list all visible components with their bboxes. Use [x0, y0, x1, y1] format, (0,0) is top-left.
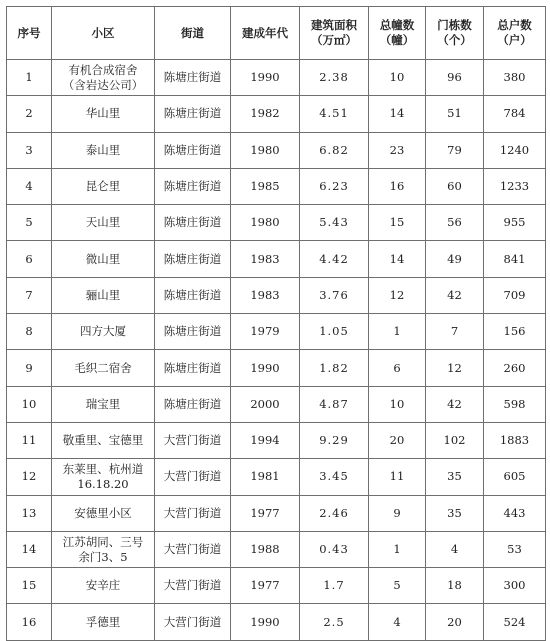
cell-community	[52, 350, 155, 386]
cell-buildings: 12	[369, 277, 426, 313]
table-row	[7, 531, 546, 567]
cell-community	[52, 422, 155, 458]
cell-community	[52, 168, 155, 204]
table-row	[7, 96, 546, 132]
cell-year: 1990	[231, 350, 300, 386]
cell-households: 1240	[484, 132, 546, 168]
cell-community	[52, 459, 155, 495]
cell-street: 陈塘庄街道	[155, 168, 231, 204]
community-name: 四方大厦	[80, 324, 126, 339]
cell-households: 1883	[484, 422, 546, 458]
cell-doors: 79	[426, 132, 484, 168]
cell-doors: 7	[426, 314, 484, 350]
cell-area: 1.82	[300, 350, 369, 386]
community-name: 瑞宝里	[85, 396, 121, 411]
cell-households: 300	[484, 568, 546, 604]
cell-doors: 51	[426, 96, 484, 132]
cell-households: 156	[484, 314, 546, 350]
table-row	[7, 604, 546, 640]
cell-year: 1988	[231, 531, 300, 567]
cell-street: 大营门街道	[155, 604, 231, 640]
table-row	[7, 422, 546, 458]
community-name-line2: 余门3、5	[78, 549, 128, 564]
cell-no: 10	[7, 386, 52, 422]
cell-buildings: 23	[369, 132, 426, 168]
table-body	[7, 60, 546, 641]
cell-buildings: 6	[369, 350, 426, 386]
community-name: 微山里	[85, 251, 121, 266]
cell-year: 1980	[231, 132, 300, 168]
table-row	[7, 350, 546, 386]
cell-area: 6.82	[300, 132, 369, 168]
community-name: 天山里	[85, 215, 121, 230]
cell-community	[52, 386, 155, 422]
community-name: 泰山里	[85, 142, 121, 157]
cell-no: 4	[7, 168, 52, 204]
table-row	[7, 459, 546, 495]
cell-community	[52, 314, 155, 350]
cell-year: 1985	[231, 168, 300, 204]
cell-no: 8	[7, 314, 52, 350]
community-table	[6, 6, 546, 641]
header-households	[484, 7, 546, 60]
cell-households: 841	[484, 241, 546, 277]
cell-year: 1979	[231, 314, 300, 350]
cell-buildings: 14	[369, 241, 426, 277]
cell-area: 6.23	[300, 168, 369, 204]
cell-street: 陈塘庄街道	[155, 205, 231, 241]
cell-no: 13	[7, 495, 52, 531]
cell-community	[52, 241, 155, 277]
cell-buildings: 9	[369, 495, 426, 531]
cell-year: 1994	[231, 422, 300, 458]
cell-community	[52, 604, 155, 640]
cell-year: 1983	[231, 241, 300, 277]
cell-no: 2	[7, 96, 52, 132]
header-no: 序号	[7, 7, 52, 60]
cell-year: 1980	[231, 205, 300, 241]
table-row	[7, 386, 546, 422]
cell-area: 2.5	[300, 604, 369, 640]
table-row	[7, 205, 546, 241]
community-name: 东莱里、杭州道	[62, 461, 144, 476]
cell-area: 2.46	[300, 495, 369, 531]
cell-street: 大营门街道	[155, 568, 231, 604]
cell-year: 1990	[231, 60, 300, 96]
cell-buildings: 10	[369, 386, 426, 422]
cell-year: 2000	[231, 386, 300, 422]
header-doors-line1: 门栋数	[437, 18, 472, 32]
cell-doors: 12	[426, 350, 484, 386]
header-buildings-line2: （幢）	[379, 33, 415, 47]
table-row	[7, 568, 546, 604]
cell-buildings: 16	[369, 168, 426, 204]
table-row	[7, 495, 546, 531]
cell-street: 陈塘庄街道	[155, 350, 231, 386]
cell-street: 陈塘庄街道	[155, 60, 231, 96]
cell-households: 784	[484, 96, 546, 132]
cell-no: 5	[7, 205, 52, 241]
cell-street: 大营门街道	[155, 422, 231, 458]
cell-no: 12	[7, 459, 52, 495]
header-area	[300, 7, 369, 60]
cell-community	[52, 96, 155, 132]
cell-households: 709	[484, 277, 546, 313]
community-name: 毛织二宿舍	[74, 360, 132, 375]
community-name: 昆仑里	[85, 179, 121, 194]
cell-area: 1.7	[300, 568, 369, 604]
cell-area: 1.05	[300, 314, 369, 350]
cell-area: 4.42	[300, 241, 369, 277]
community-name: 江苏胡同、三号	[62, 534, 144, 549]
table-row	[7, 132, 546, 168]
cell-buildings: 14	[369, 96, 426, 132]
cell-street: 陈塘庄街道	[155, 314, 231, 350]
table-row	[7, 241, 546, 277]
cell-buildings: 5	[369, 568, 426, 604]
header-area-line1: 建筑面积	[311, 18, 357, 32]
cell-area: 3.45	[300, 459, 369, 495]
cell-doors: 4	[426, 531, 484, 567]
community-name: 孚德里	[85, 614, 121, 629]
cell-street: 陈塘庄街道	[155, 132, 231, 168]
community-name: 安辛庄	[85, 578, 121, 593]
header-households-line1: 总户数	[497, 18, 532, 32]
cell-no: 1	[7, 60, 52, 96]
cell-doors: 42	[426, 386, 484, 422]
cell-year: 1977	[231, 495, 300, 531]
cell-year: 1977	[231, 568, 300, 604]
community-name: 华山里	[85, 106, 121, 121]
cell-no: 9	[7, 350, 52, 386]
cell-street: 大营门街道	[155, 459, 231, 495]
community-name: 有机合成宿舍	[68, 62, 138, 77]
header-households-line2: （户）	[497, 33, 532, 47]
cell-street: 陈塘庄街道	[155, 277, 231, 313]
cell-doors: 49	[426, 241, 484, 277]
cell-households: 53	[484, 531, 546, 567]
header-community: 小区	[52, 7, 155, 60]
cell-no: 16	[7, 604, 52, 640]
cell-street: 陈塘庄街道	[155, 241, 231, 277]
cell-buildings: 4	[369, 604, 426, 640]
cell-buildings: 20	[369, 422, 426, 458]
cell-doors: 20	[426, 604, 484, 640]
header-row	[7, 7, 546, 60]
cell-buildings: 11	[369, 459, 426, 495]
cell-no: 3	[7, 132, 52, 168]
cell-households: 1233	[484, 168, 546, 204]
header-street: 街道	[155, 7, 231, 60]
cell-area: 9.29	[300, 422, 369, 458]
cell-street: 大营门街道	[155, 531, 231, 567]
cell-community	[52, 531, 155, 567]
cell-buildings: 1	[369, 531, 426, 567]
cell-no: 14	[7, 531, 52, 567]
cell-doors: 102	[426, 422, 484, 458]
cell-community	[52, 277, 155, 313]
cell-area: 0.43	[300, 531, 369, 567]
cell-no: 7	[7, 277, 52, 313]
cell-area: 2.38	[300, 60, 369, 96]
header-buildings-line1: 总幢数	[379, 18, 415, 32]
cell-area: 5.43	[300, 205, 369, 241]
cell-year: 1983	[231, 277, 300, 313]
cell-households: 605	[484, 459, 546, 495]
community-name: 安德里小区	[74, 505, 132, 520]
community-name: 骊山里	[85, 287, 121, 302]
cell-doors: 18	[426, 568, 484, 604]
cell-year: 1990	[231, 604, 300, 640]
community-name-line2: 16.18.20	[77, 476, 129, 491]
cell-community	[52, 568, 155, 604]
cell-no: 11	[7, 422, 52, 458]
cell-doors: 42	[426, 277, 484, 313]
cell-doors: 56	[426, 205, 484, 241]
cell-households: 598	[484, 386, 546, 422]
cell-area: 4.51	[300, 96, 369, 132]
cell-households: 443	[484, 495, 546, 531]
cell-households: 380	[484, 60, 546, 96]
table-row	[7, 277, 546, 313]
header-doors	[426, 7, 484, 60]
header-doors-line2: （个）	[437, 33, 472, 47]
table-row	[7, 168, 546, 204]
cell-no: 6	[7, 241, 52, 277]
cell-doors: 35	[426, 495, 484, 531]
cell-households: 524	[484, 604, 546, 640]
cell-community	[52, 132, 155, 168]
cell-year: 1981	[231, 459, 300, 495]
cell-area: 4.87	[300, 386, 369, 422]
cell-buildings: 10	[369, 60, 426, 96]
cell-street: 陈塘庄街道	[155, 386, 231, 422]
cell-households: 955	[484, 205, 546, 241]
cell-community	[52, 60, 155, 96]
cell-doors: 35	[426, 459, 484, 495]
cell-doors: 96	[426, 60, 484, 96]
cell-buildings: 15	[369, 205, 426, 241]
cell-doors: 60	[426, 168, 484, 204]
header-area-line2: （万㎡）	[311, 33, 357, 47]
cell-households: 260	[484, 350, 546, 386]
cell-street: 陈塘庄街道	[155, 96, 231, 132]
cell-street: 大营门街道	[155, 495, 231, 531]
cell-community	[52, 205, 155, 241]
cell-year: 1982	[231, 96, 300, 132]
cell-area: 3.76	[300, 277, 369, 313]
community-name: 敬重里、宝德里	[62, 433, 144, 448]
header-buildings	[369, 7, 426, 60]
cell-buildings: 1	[369, 314, 426, 350]
community-name-line2: （含岩达公司）	[62, 77, 144, 92]
cell-community	[52, 495, 155, 531]
table-row	[7, 60, 546, 96]
table-row	[7, 314, 546, 350]
header-year: 建成年代	[231, 7, 300, 60]
cell-no: 15	[7, 568, 52, 604]
